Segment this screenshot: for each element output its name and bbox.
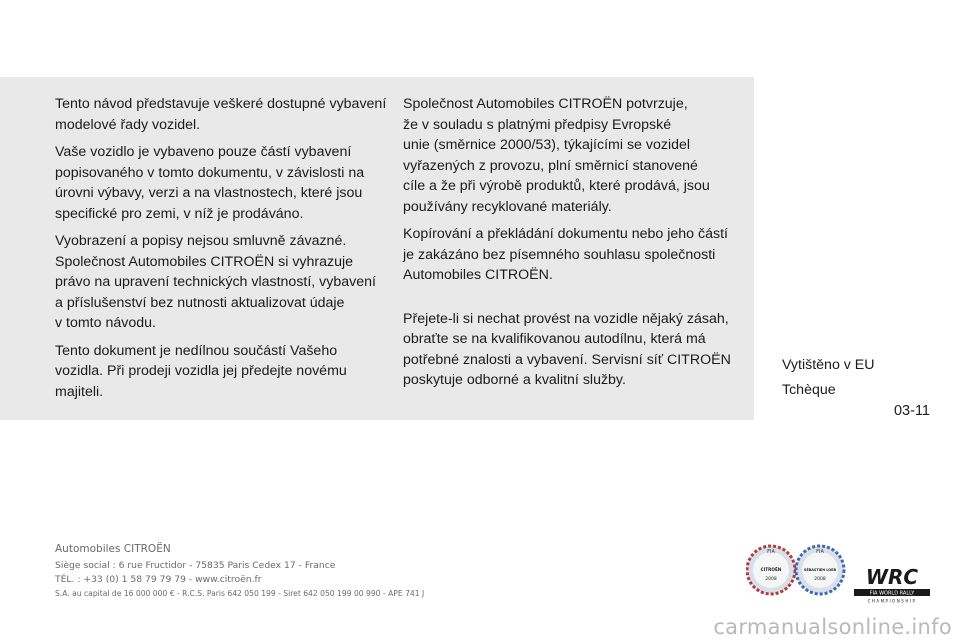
publisher-footer [55, 543, 424, 600]
svg-text:CHAMPIONSHIP: CHAMPIONSHIP [867, 598, 917, 604]
site-watermark: carmanualsonline.info [0, 614, 960, 640]
company-legal: S.A. au capital de 16 000 000 € - R.C.S. Paris 642 050 199 - Siret 642 050 199 00 990 - APE 741 J [55, 589, 425, 598]
printed-language-label: Tchèque [782, 382, 836, 398]
svg-text:FIA WORLD RALLY: FIA WORLD RALLY [869, 590, 915, 597]
print-info [782, 353, 875, 403]
svg-text:2008: 2008 [765, 577, 777, 582]
constructor-champion-badge [747, 546, 795, 594]
paragraph: Vyobrazení a popisy nejsou smluvně závazné. Společnost Automobiles CITROËN si vyhrazuje právo na upravení technických vlastností, vybavení a příslušenství bez nutnosti aktualizovat údaje v tomto návodu. [55, 233, 376, 331]
company-address: Siège social : 6 rue Fructidor - 75835 Paris Cedex 17 - France [55, 560, 336, 571]
right-text-column [403, 94, 748, 398]
paragraph: Tento dokument je nedílnou součástí Vašeho vozidla. Při prodeji vozidla jej předejte novému majiteli. [55, 342, 347, 400]
wrc-logo [852, 564, 932, 604]
paragraph: Přejete-li si nechat provést na vozidle nějaký zásah, obraťte se na kvalifikovanou autodílnu, která má potřebné znalosti a vybavení. Servisní síť CITROËN poskytuje odborné a kvalitní služby. [403, 310, 731, 388]
svg-text:FIA: FIA [767, 549, 775, 555]
svg-text:FIA: FIA [816, 549, 824, 555]
svg-text:WRC: WRC [865, 565, 919, 589]
left-text-column [55, 94, 400, 409]
company-name: Automobiles CITROËN [55, 543, 171, 555]
paragraph: Kopírování a překládání dokumentu nebo jeho částí je zakázáno bez písemného souhlasu společnosti Automobiles CITROËN. [403, 226, 728, 283]
printed-in-label: Vytištěno v EU [782, 357, 875, 373]
svg-text:SÉBASTIEN LOEB: SÉBASTIEN LOEB [803, 568, 837, 572]
paragraph: Tento návod představuje veškeré dostupné vybavení modelové řady vozidel. [55, 96, 387, 133]
edition-code: 03-11 [893, 403, 930, 419]
driver-champion-badge [796, 546, 844, 594]
svg-text:CITROËN: CITROËN [760, 567, 782, 572]
paragraph: Vaše vozidlo je vybaveno pouze částí vybavení popisovaného v tomto dokumentu, v závislosti na úrovni výbavy, verzi a na vlastnostech, které jsou specifické pro zemi, v níž je prodáváno. [55, 144, 365, 222]
paragraph: Společnost Automobiles CITROËN potvrzuje, že v souladu s platnými předpisy Evropské unie (směrnice 2000/53), týkajícími se vozidel vyřazených z provozu, plní směrnicí stanovené cíle a že při výrobě produktů, které prodává, jsou používány recyklované materiály. [403, 96, 710, 215]
svg-text:2008: 2008 [814, 577, 826, 582]
company-contact: TÉL. : +33 (0) 1 58 79 79 79 - www.citroën.fr [55, 574, 262, 585]
championship-badges-logo [746, 540, 846, 600]
